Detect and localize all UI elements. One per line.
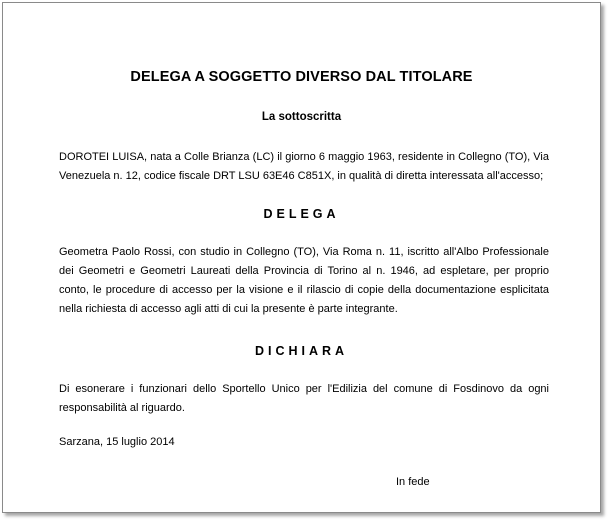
document-page	[2, 2, 601, 513]
document-subtitle: La sottoscritta	[261, 111, 342, 123]
intro-paragraph: DOROTEI LUISA, nata a Colle Brianza (LC) il giorno 6 maggio 1963, residente in Collegno (TO), Via Venezuela n. 12, codice fiscale DRT LSU 63E46 C851X, in qualità di diretta interessata all'accesso;	[59, 151, 549, 182]
document-title: DELEGA A SOGGETTO DIVERSO DAL TITOLARE	[130, 69, 473, 85]
dichiara-heading: DICHIARA	[254, 344, 349, 358]
dichiara-paragraph: Di esonerare i funzionari dello Sportello Unico per l'Edilizia del comune di Fosdinovo da ogni responsabilità al riguardo.	[59, 383, 549, 414]
delega-paragraph: Geometra Paolo Rossi, con studio in Collegno (TO), Via Roma n. 11, iscritto all'Albo Professionale dei Geometri e Geometri Laureati della Provincia di Torino al n. 1946, ad espletare, per proprio conto, le procedure di accesso per la visione e il rilascio di copie della documentazione esplicitata nella richiesta di accesso agli atti di cui la presente è parte integrante.	[59, 246, 549, 315]
delega-heading: DELEGA	[263, 207, 340, 221]
place-date: Sarzana, 15 luglio 2014	[59, 436, 175, 448]
closing-signature: In fede	[396, 476, 430, 488]
